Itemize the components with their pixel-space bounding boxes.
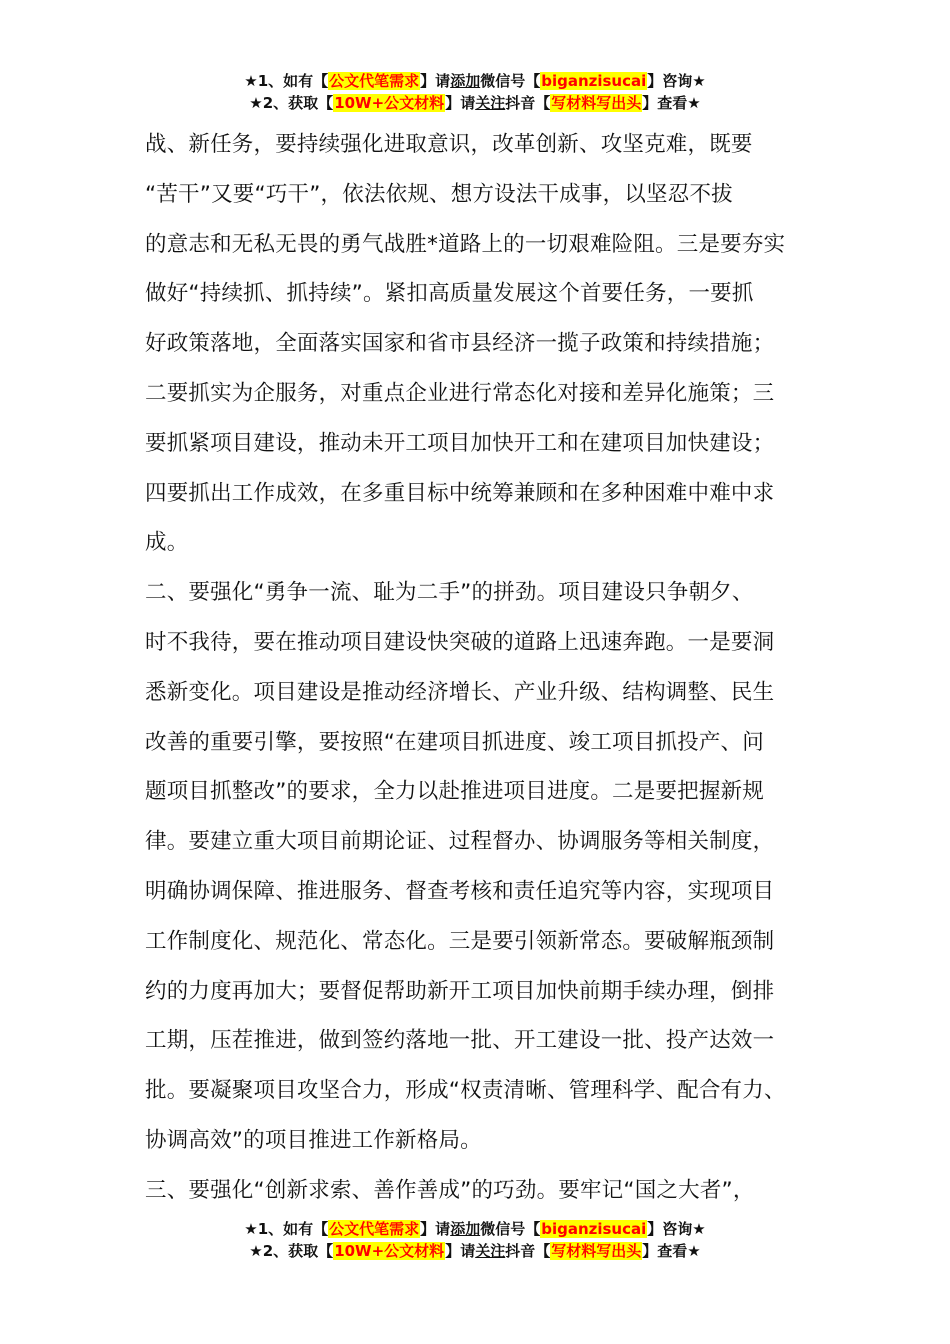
banner-text: ★2、获取【 [249,94,334,112]
section-heading-line: 三、要强化“创新求索、善作善成”的巧劲。要牢记“国之大者”， [145,1177,755,1203]
banner-line-1 [0,1218,950,1240]
banner-text: 】查看★ [642,94,701,112]
top-banner [0,70,950,114]
highlight-materials: 10W+公文材料 [334,94,445,112]
text-line: 好政策落地，全面落实国家和省市县经济一揽子政策和持续措施； [145,331,775,357]
underlined-text: 关注 [475,1242,506,1260]
banner-text: ★1、如有【 [244,72,329,90]
banner-text: 】咨询★ [647,1220,706,1238]
banner-line-1 [0,70,950,92]
banner-text: 】查看★ [642,1242,701,1260]
text-line: 协调高效”的项目推进工作新格局。 [145,1127,482,1153]
banner-text: 微信号【 [480,72,541,90]
banner-text: 】请 [445,1242,476,1260]
banner-text: 抖音【 [505,1242,551,1260]
text-line: 题项目抓整改”的要求，全力以赴推进项目进度。二是要把握新规 [145,779,764,805]
banner-text: ★2、获取【 [249,1242,334,1260]
document-body [145,120,825,1216]
banner-text: 】咨询★ [647,72,706,90]
text-line: 的意志和无私无畏的勇气战胜*道路上的一切艰难险阻。三是要夯实 [145,231,786,257]
banner-text: 】请 [420,1220,451,1238]
bottom-banner [0,1218,950,1262]
text-line: 律。要建立重大项目前期论证、过程督办、协调服务等相关制度， [145,829,775,855]
highlight-wechat-id: biganzisucai [541,72,647,90]
highlight-service: 公文代笔需求 [329,1220,420,1238]
text-line: 成。 [145,530,189,556]
banner-line-2 [0,92,950,114]
underlined-text: 添加 [450,1220,481,1238]
underlined-text: 关注 [475,94,506,112]
banner-line-2 [0,1240,950,1262]
banner-text: ★1、如有【 [244,1220,329,1238]
banner-text: 】请 [445,94,476,112]
text-line: 工作制度化、规范化、常态化。三是要引领新常态。要破解瓶颈制 [145,928,775,954]
text-line: 战、新任务，要持续强化进取意识，改革创新、攻坚克难，既要 [145,132,753,157]
text-line: 二要抓实为企服务，对重点企业进行常态化对接和差异化施策；三 [145,380,775,406]
banner-text: 】请 [420,72,451,90]
text-line: 批。要凝聚项目攻坚合力，形成“权责清晰、管理科学、配合有力、 [145,1078,786,1104]
banner-text: 抖音【 [505,94,551,112]
text-line: 要抓紧项目建设，推动未开工项目加快开工和在建项目加快建设； [145,430,775,456]
text-line: “苦干”又要“巧干”，依法依规、想方设法干成事，以坚忍不拔 [145,181,733,207]
section-heading-line: 二、要强化“勇争一流、耻为二手”的拼劲。项目建设只争朝夕、 [145,580,754,606]
banner-text: 微信号【 [480,1220,541,1238]
highlight-douyin-account: 写材料写出头 [551,94,642,112]
text-line: 做好“持续抓、抓持续”。紧扣高质量发展这个首要任务，一要抓 [145,281,754,307]
highlight-service: 公文代笔需求 [329,72,420,90]
highlight-wechat-id: biganzisucai [541,1220,647,1238]
text-line: 时不我待，要在推动项目建设快突破的道路上迅速奔跑。一是要洞 [145,629,775,655]
underlined-text: 添加 [450,72,481,90]
text-line: 改善的重要引擎，要按照“在建项目抓进度、竣工项目抓投产、问 [145,729,764,755]
text-line: 四要抓出工作成效，在多重目标中统筹兼顾和在多种困难中难中求 [145,480,775,506]
highlight-douyin-account: 写材料写出头 [551,1242,642,1260]
text-line: 悉新变化。项目建设是推动经济增长、产业升级、结构调整、民生 [145,679,775,705]
text-line: 明确协调保障、推进服务、督查考核和责任追究等内容，实现项目 [145,878,775,904]
text-line: 约的力度再加大；要督促帮助新开工项目加快前期手续办理，倒排 [145,978,775,1004]
text-line: 工期，压茬推进，做到签约落地一批、开工建设一批、投产达效一 [145,1028,775,1054]
highlight-materials: 10W+公文材料 [334,1242,445,1260]
